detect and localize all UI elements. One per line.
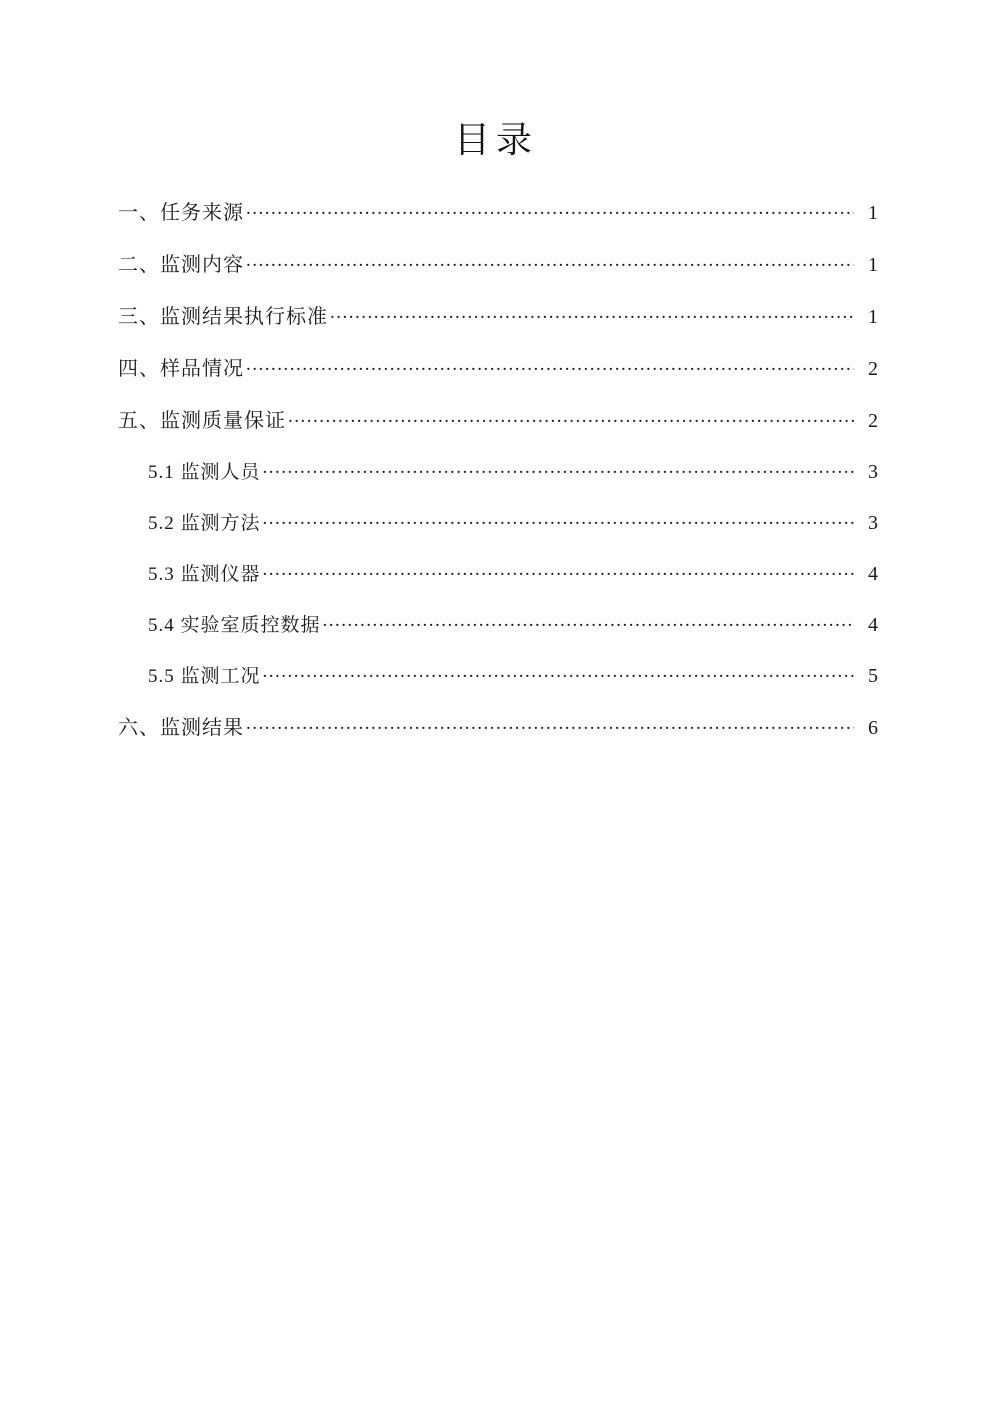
toc-entry-page-number: 1 xyxy=(868,306,878,328)
toc-entry-page-number: 5 xyxy=(868,665,878,687)
toc-entry[interactable] xyxy=(118,303,878,327)
toc-entry-page-number: 3 xyxy=(868,461,878,483)
toc-entry[interactable] xyxy=(118,561,878,584)
toc-leader-dots xyxy=(263,510,854,529)
toc-entry-label: 5.3 监测仪器 xyxy=(148,564,261,585)
toc-entry[interactable] xyxy=(118,199,878,223)
toc-entry-label: 一、任务来源 xyxy=(118,202,244,224)
toc-entry[interactable] xyxy=(118,251,878,275)
toc-entry[interactable] xyxy=(118,510,878,533)
toc-entry-label: 二、监测内容 xyxy=(118,254,244,276)
toc-entry-label: 5.1 监测人员 xyxy=(148,462,261,483)
toc-leader-dots xyxy=(246,199,854,219)
toc-leader-dots xyxy=(246,251,854,271)
toc-entry[interactable] xyxy=(118,459,878,482)
toc-entry-label: 三、监测结果执行标准 xyxy=(118,306,328,328)
toc-entry-label: 四、样品情况 xyxy=(118,358,244,380)
toc-entry[interactable] xyxy=(118,407,878,431)
toc-leader-dots xyxy=(323,612,854,631)
toc-entry[interactable] xyxy=(118,355,878,379)
toc-leader-dots xyxy=(263,663,854,682)
toc-leader-dots xyxy=(246,355,854,375)
table-of-contents xyxy=(118,199,878,738)
toc-leader-dots xyxy=(330,303,854,323)
toc-leader-dots xyxy=(246,714,854,734)
toc-entry-page-number: 3 xyxy=(868,512,878,534)
toc-entry[interactable] xyxy=(118,714,878,738)
toc-entry-page-number: 4 xyxy=(868,614,878,636)
toc-entry-page-number: 2 xyxy=(868,410,878,432)
toc-entry-label: 六、监测结果 xyxy=(118,717,244,739)
toc-entry-label: 5.5 监测工况 xyxy=(148,666,261,687)
toc-leader-dots xyxy=(263,459,854,478)
toc-entry-page-number: 2 xyxy=(868,358,878,380)
toc-entry-label: 五、监测质量保证 xyxy=(118,410,286,432)
toc-entry[interactable] xyxy=(118,612,878,635)
toc-entry-label: 5.2 监测方法 xyxy=(148,513,261,534)
page-title: 目录 xyxy=(453,120,538,160)
toc-entry[interactable] xyxy=(118,663,878,686)
toc-entry-page-number: 1 xyxy=(868,202,878,224)
toc-leader-dots xyxy=(263,561,854,580)
toc-entry-page-number: 1 xyxy=(868,254,878,276)
toc-entry-page-number: 4 xyxy=(868,563,878,585)
toc-entry-label: 5.4 实验室质控数据 xyxy=(148,615,321,636)
toc-leader-dots xyxy=(288,407,854,427)
toc-entry-page-number: 6 xyxy=(868,717,878,739)
